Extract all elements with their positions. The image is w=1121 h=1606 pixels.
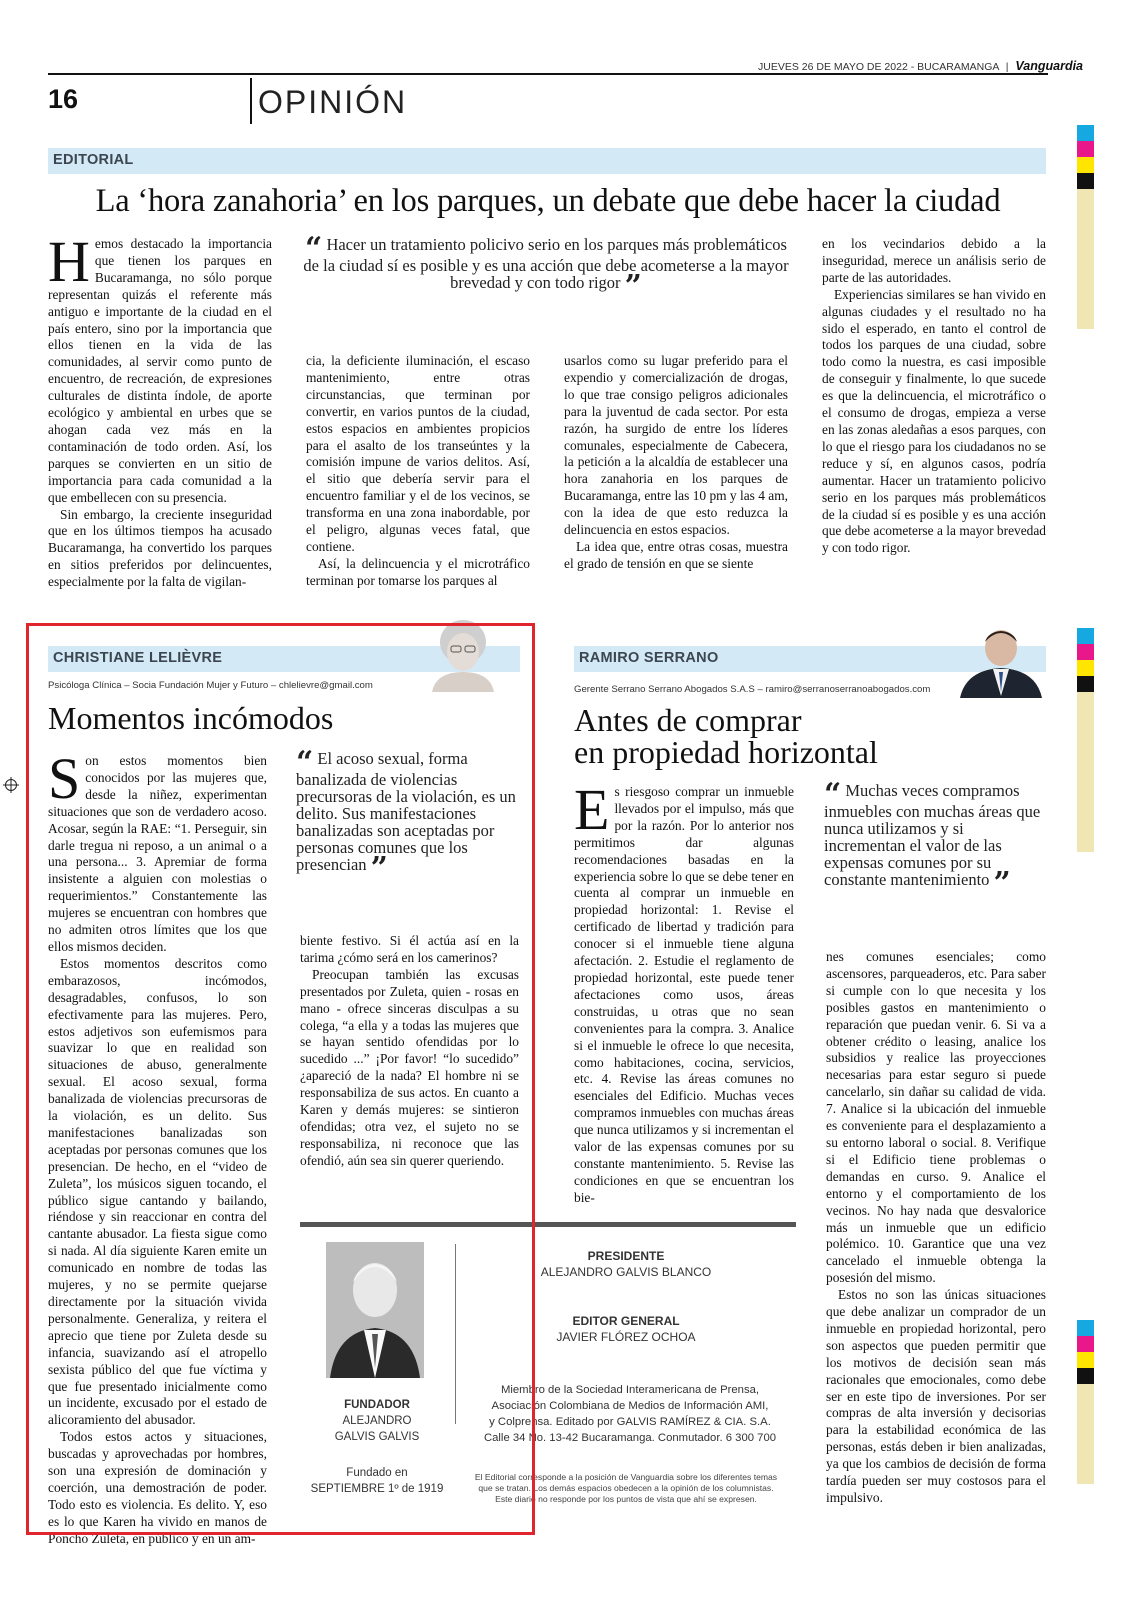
open-quote-icon: “: [305, 231, 323, 266]
column-left-col2-p2: Preocupan también las excusas presentados por Zuleta, quien - rosas en mano - ofrece sinceras disculpas a su colega, “a ella y a todas las mujeres que se hayan sentido ofendidas por lo sucedido ...” ¡Por favor! “lo sucedido” ¿apareció de la nada? El hombre ni se responsabiliza de sus actos. En cuanto a Karen y demás mujeres: se sintieron ofendidas; otra vez, el sujeto no se responsabiliza, ni reconoce que las ofendió, aún sea sin querer queriendo.: [300, 966, 519, 1168]
column-right-quote-text: Muchas veces compramos inmuebles con muchas áreas que nunca utilizamos y si incrementan el valor de las expensas comunes por su constante mantenimiento: [824, 781, 1041, 889]
editorial-col1-p1: emos destacado la importancia que tienen los parques en Bucaramanga, no sólo porque representan quizás el referente más antiguo e importante de la ciudad en el país entero, sino por la importancia que ellos tienen en la vida de las comunidades, al servir como punto de encuentro, de recreación, de expresiones culturales de distinta índole, de aporte ecológico y ambiental en urbes que se ahogan cada vez más en la contaminación de todo orden. Así, los parques se convierten en un sitio de importancia para cada comunidad a la que embellecen con su presencia.: [48, 236, 272, 505]
column-left-title: Momentos incómodos: [48, 700, 334, 736]
column-left-quote-text: El acoso sexual, forma banalizada de violencias precursoras de la violación, es un delito. Sus manifestaciones banalizadas son aceptadas por personas comunes que los presencian: [296, 749, 516, 874]
member-line-4: Calle 34 No. 13-42 Bucaramanga. Conmutador. 6 300 700: [483, 1432, 777, 1444]
column-right-byline: Gerente Serrano Serrano Abogados S.A.S – ramiro@serranoserranoabogados.com: [574, 684, 931, 695]
editorial-column-1: [48, 229, 272, 591]
editorial-col3-p2: La idea que, entre otras cosas, muestra el grado de tensión en que se siente: [564, 538, 788, 571]
color-swatch-top: [1077, 125, 1094, 329]
author-photo-serrano: [958, 624, 1044, 698]
editor-label: EDITOR GENERAL: [572, 1314, 680, 1328]
editorial-title: La ‘hora zanahoria’ en los parques, un debate que debe hacer la ciudad: [95, 183, 1001, 219]
editorial-dropcap: H: [48, 229, 90, 294]
member-line-1: Miembro de la Sociedad Interamericana de Prensa,: [500, 1384, 760, 1396]
column-right-col1-p1: s riesgoso comprar un inmueble llevados por el impulso, más que por la razón. Por lo anterior nos permitimos dar algunas recomendaciones basadas en la experiencia sobre lo que se debe tener en cuenta al comprar un inmueble en propiedad horizontal: 1. Revise el certificado de libertad y tradición para conocer si el inmueble tiene alguna afectación. 2. Estudie el reglamento de propiedad horizontal, este puede tener afectaciones como usos, áreas construidas, u otras que no sean convenientes para la compra. 3. Analice si el inmueble le ofrece lo que necesita, como habitaciones, cocina, servicios, etc. 4. Revise las áreas comunes no esenciales del Edificio. Muchas veces compramos inmuebles con muchas áreas que nunca utilizamos y si incrementan el valor de las expensas comunes por su constante mantenimiento. 5. Revise las condiciones en que se encuentran los bie-: [574, 784, 794, 1205]
editorial-column-3: [564, 353, 788, 573]
editorial-column-2: [306, 353, 530, 590]
editorial-col2-p1: cia, la deficiente iluminación, el escaso mantenimiento, entre otras circunstancias, que terminan por convertir, en varios puntos de la ciudad, estos espacios en ambientes propicios para el asalto de los transeúntes y la comisión impune de varios delitos. Así, el sitio que debería servir para el encuentro familiar y el de los vecinos, se transforma en una zona inabordable, por el peligro, algunas veces fatal, que contiene.: [306, 353, 530, 554]
column-right-col2-p2: Estos no son las únicas situaciones que debe analizar un comprador de un inmueble en propiedad horizontal, pero son aspectos que pueden permitir que los motivos de decisión sean más racionales que emocionales, como debe ser en este tipo de inversiones. Por ser compras de alta inversión y decisorias para la estabilidad económica de las personas, estás deben ir bien analizadas, ya que los cambios de decisión de forma tardía pueden ser muy costosos para el impulsivo.: [826, 1287, 1046, 1505]
editorial-col2-p2: Así, la delincuencia y el microtráfico terminan por tomarse los parques al: [306, 555, 530, 588]
editorial-quote-text: Hacer un tratamiento policivo serio en los parques más problemáticos de la ciudad sí es posible y es una acción que debe acometerse a la mayor brevedad y con todo rigor: [303, 235, 789, 292]
column-left-author: CHRISTIANE LELIÈVRE: [53, 650, 223, 666]
disclaimer-line-2: que se tratan. Los demás espacios obedecen a la opinión de los columnistas.: [478, 1483, 774, 1493]
president-label: PRESIDENTE: [587, 1249, 665, 1263]
section-divider: [250, 78, 252, 124]
column-right-col2-p1: nes comunes esenciales; como ascensores, parqueaderos, etc. Para saber si cumple con lo que necesita y los posibles gastos en mantenimiento o reparación que puedan venir. 6. Si va a obtener crédito o leasing, analice los subsidios y realice las proyecciones necesarias para estar seguro si puede cancelarlo, sin dañar su calidad de vida. 7. Analice si la ubicación del inmueble es conveniente para el desplazamiento a su entorno laboral o social. 8. Verifique si el Edificio tiene problemas o demandas en curso. 9. Analice el entorno y el comportamiento de los vecinos. No hay nada que desvalorice más un inmueble que un edificio polémico. 10. Garantice que una vez cancelado el inmueble obtenga la posesión del mismo.: [826, 949, 1046, 1286]
editorial-col4-p1: en los vecindarios debido a la inseguridad, merece un análisis serio de parte de las autoridades.: [822, 236, 1046, 285]
editorial-label: EDITORIAL: [53, 152, 134, 168]
dateline: JUEVES 26 DE MAYO DE 2022 - BUCARAMANGA | Vanguardia: [758, 59, 1083, 73]
disclaimer-line-1: El Editorial corresponde a la posición de Vanguardia sobre los diferentes temas: [474, 1472, 778, 1482]
editorial-pull-quote: [302, 231, 790, 304]
page-number: 16: [48, 84, 79, 114]
column-right-col-1: [574, 777, 794, 1207]
color-swatch-middle: [1077, 628, 1094, 852]
founder-name-2: GALVIS GALVIS: [334, 1431, 420, 1443]
masthead-rule: [48, 73, 1048, 75]
open-quote-icon: “: [824, 777, 842, 812]
column-right-dropcap: E: [574, 777, 610, 842]
close-quote-icon: ”: [624, 269, 642, 304]
open-quote-icon: “: [296, 745, 314, 780]
registration-mark-icon: [3, 777, 19, 793]
column-right-col-2: [826, 949, 1046, 1507]
column-left-col1-p1: on estos momentos bien conocidos por las mujeres que, desde la niñez, experimentan situaciones que son de verdadero acoso. Acosar, según la RAE: “1. Perseguir, sin darle tregua ni reposo, a un animal o a una persona... 3. Apremiar de forma insistente a alguien con molestias o requerimientos.” Constantemente las mujeres se encuentran con hombres que no admiten otros límites que los que ellos mismos deciden.: [48, 753, 267, 954]
column-left-col1-p2: Estos momentos descritos como embarazosos, incómodos, desagradables, confusos, lo son efectivamente para las mujeres. Pero, estos adjetivos son eufemismos para suavizar lo que en realidad son situaciones de abuso, generalmente sexual. El acoso sexual, forma banalizada de violencias precursoras de la violación, es un delito. Sus manifestaciones banalizadas son aceptadas por personas comunes que los presencian. De hecho, en el “video de Zuleta”, los músicos siguen tocando, el público sigue cantando y bailando, riéndose y sin reaccionar en contra del cantante abusador. La fiesta sigue como si nada. Al día siguiente Karen emite un comunicado en nombre de todas las mujeres, y no se permite quejarse directamente por la situación vivida personalmente. Generaliza, y reitera el aprecio que tiene por Zuleta desde su infancia, suavizando así el atropello sexista público del que fue víctima y que fue presentado inicialmente como un incidente, excusado por el estado de alicoramiento del abusador.: [48, 955, 267, 1428]
column-right-title: [574, 704, 878, 768]
column-left-dropcap: S: [48, 746, 81, 811]
president-name: ALEJANDRO GALVIS BLANCO: [540, 1265, 712, 1279]
editorial-col1-p2: Sin embargo, la creciente inseguridad que en los últimos tiempos ha acusado Bucaramanga, ha convertido los parques en sitios preferidos por delincuentes, especialmente por la falta de vigilan-: [48, 506, 272, 590]
editorial-header-bar: [48, 148, 1046, 174]
column-right-title-line-1: Antes de comprar: [574, 702, 802, 738]
dateline-text: JUEVES 26 DE MAYO DE 2022 - BUCARAMANGA: [758, 61, 999, 73]
editor-name: JAVIER FLÓREZ OCHOA: [556, 1330, 696, 1344]
member-line-3: y Colprensa. Editado por GALVIS RAMÍREZ & CIA. S.A.: [489, 1416, 771, 1428]
founder-name-1: ALEJANDRO: [342, 1415, 412, 1427]
section-title: OPINIÓN: [258, 84, 408, 120]
editorial-column-4: [822, 236, 1046, 557]
column-left-col2-p1: biente festivo. Si él actúa así en la tarima ¿cómo será en los camerinos?: [300, 933, 519, 965]
editorial-col3-p1: usarlos como su lugar preferido para el expendio y comercialización de drogas, lo que trae consigo peligros adicionales para la juventud de cada sector. Por esta razón, ha surgido de entre los líderes comunales, especialmente de Cabecera, la petición a la alcaldía de establecer una hora zanahoria en los parques de Bucaramanga, entre las 10 pm y las 4 am, con la idea de que esto reduzca la delincuencia en estos espacios.: [564, 353, 788, 538]
founded-date: SEPTIEMBRE 1º de 1919: [310, 1483, 444, 1495]
color-swatch-bottom: [1077, 1320, 1094, 1484]
disclaimer-line-3: Este diario no responde por los puntos de vista que ahí se expresen.: [495, 1494, 757, 1504]
column-right-title-line-2: en propiedad horizontal: [574, 734, 878, 770]
column-right-author: RAMIRO SERRANO: [579, 650, 719, 666]
founded-label: Fundado en: [346, 1467, 408, 1479]
close-quote-icon: ”: [370, 851, 388, 886]
editorial-col4-p2: Experiencias similares se han vivido en algunas ciudades y el resultado no ha sido el esperado, en tanto el control de todos los parques de una ciudad, sobre todo como la nuestra, es casi imposible de conseguir y finalmente, lo que sucede es que la delincuencia, el microtráfico o el consumo de drogas, empieza a verse en las zonas aledañas a esos parques, con lo que el riesgo para los ciudadanos no se reduce y sí, en algunos casos, podría aumentar. Hacer un tratamiento policivo serio en los parques más problemáticos de la ciudad sí es posible y es una acción que debe acometerse a la mayor brevedad y con todo rigor.: [822, 286, 1046, 556]
column-left-col1-p3: Todos estos actos y situaciones, buscadas y aprovechadas por hombres, son una expresión de dominación y coerción, una demostración de poder. Todo esto es violencia. Es delito. Y, eso es lo que Karen ha vivido en manos de Poncho Zuleta, en público y en un am-: [48, 1429, 267, 1546]
close-quote-icon: ”: [993, 866, 1011, 901]
column-right-pull-quote: [824, 777, 1046, 901]
member-line-2: Asociación Colombiana de Medios de Información AMI,: [491, 1400, 769, 1412]
founder-label: FUNDADOR: [344, 1399, 410, 1411]
brand-logo: Vanguardia: [1015, 59, 1083, 73]
highlight-frame: [26, 623, 535, 1535]
column-left-byline: Psicóloga Clínica – Socia Fundación Mujer y Futuro – chlelievre@gmail.com: [48, 680, 373, 691]
